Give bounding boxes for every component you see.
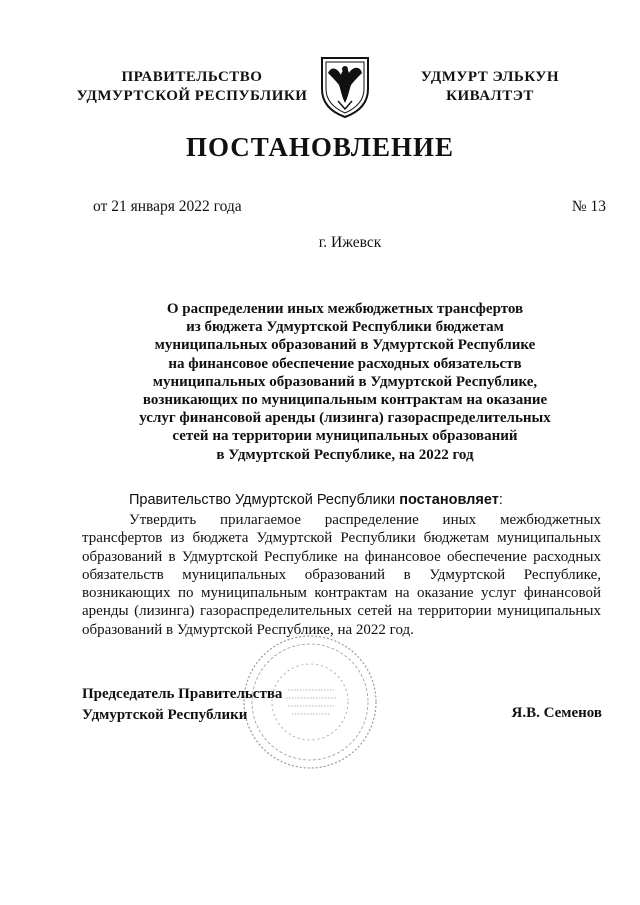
document-number: № 13	[571, 198, 606, 215]
subject-line: услуг финансовой аренды (лизинга) газораспределительных	[139, 410, 551, 427]
subject-line: муниципальных образований в Удмуртской Республике,	[152, 373, 538, 390]
subject-line: из бюджета Удмуртской Республики бюджетам	[186, 319, 504, 336]
subject-line: возникающих по муниципальным контрактам на оказание	[142, 392, 548, 409]
government-name-line2: УДМУРТСКОЙ РЕСПУБЛИКИ	[76, 88, 308, 104]
government-name-udmurt-line2: КИВАЛТЭТ	[446, 88, 534, 104]
subject-line: муниципальных образований в Удмуртской Республике	[154, 337, 536, 354]
preamble-keyword: постановляет	[399, 492, 499, 508]
resolution-body: Утвердить прилагаемое распределение иных межбюджетных трансфертов из бюджета Удмуртской Республики бюджетам муниципальных образований в Удмуртской Республике на финансовое обеспечение расходных обязательств муниципальных образований в Удмуртской Республике, возникающих по муниципальным контрактам на оказание услуг финансовой аренды (лизинга) газораспределительных сетей на территории муниципальных образований в Удмуртской Республике, на 2022 год.	[82, 512, 601, 638]
document-city: г. Ижевск	[318, 234, 382, 251]
government-name-russian	[72, 68, 312, 106]
subject-line: на финансовое обеспечение расходных обязательств	[168, 355, 522, 372]
signer-title	[82, 684, 282, 726]
government-name-line1: ПРАВИТЕЛЬСТВО	[121, 69, 263, 85]
document-title: ПОСТАНОВЛЕНИЕ	[185, 132, 455, 162]
udmurt-coat-of-arms-icon	[318, 55, 372, 119]
preamble-colon: :	[498, 492, 503, 508]
subject-line: О распределении иных межбюджетных трансфертов	[166, 301, 524, 317]
signer-title-line2: Удмуртской Республики	[82, 707, 248, 723]
document-subject	[95, 300, 595, 464]
preamble	[129, 492, 503, 508]
government-name-udmurt	[392, 68, 588, 106]
document-date: от 21 января 2022 года	[93, 198, 242, 215]
subject-line: сетей на территории муниципальных образований	[172, 428, 518, 445]
government-name-udmurt-line1: УДМУРТ ЭЛЬКУН	[420, 69, 560, 85]
signer-name: Я.В. Семенов	[511, 705, 602, 721]
preamble-text: Правительство Удмуртской Республики	[129, 492, 396, 508]
subject-line: в Удмуртской Республике, на 2022 год	[216, 446, 474, 463]
signer-title-line1: Председатель Правительства	[82, 686, 283, 702]
